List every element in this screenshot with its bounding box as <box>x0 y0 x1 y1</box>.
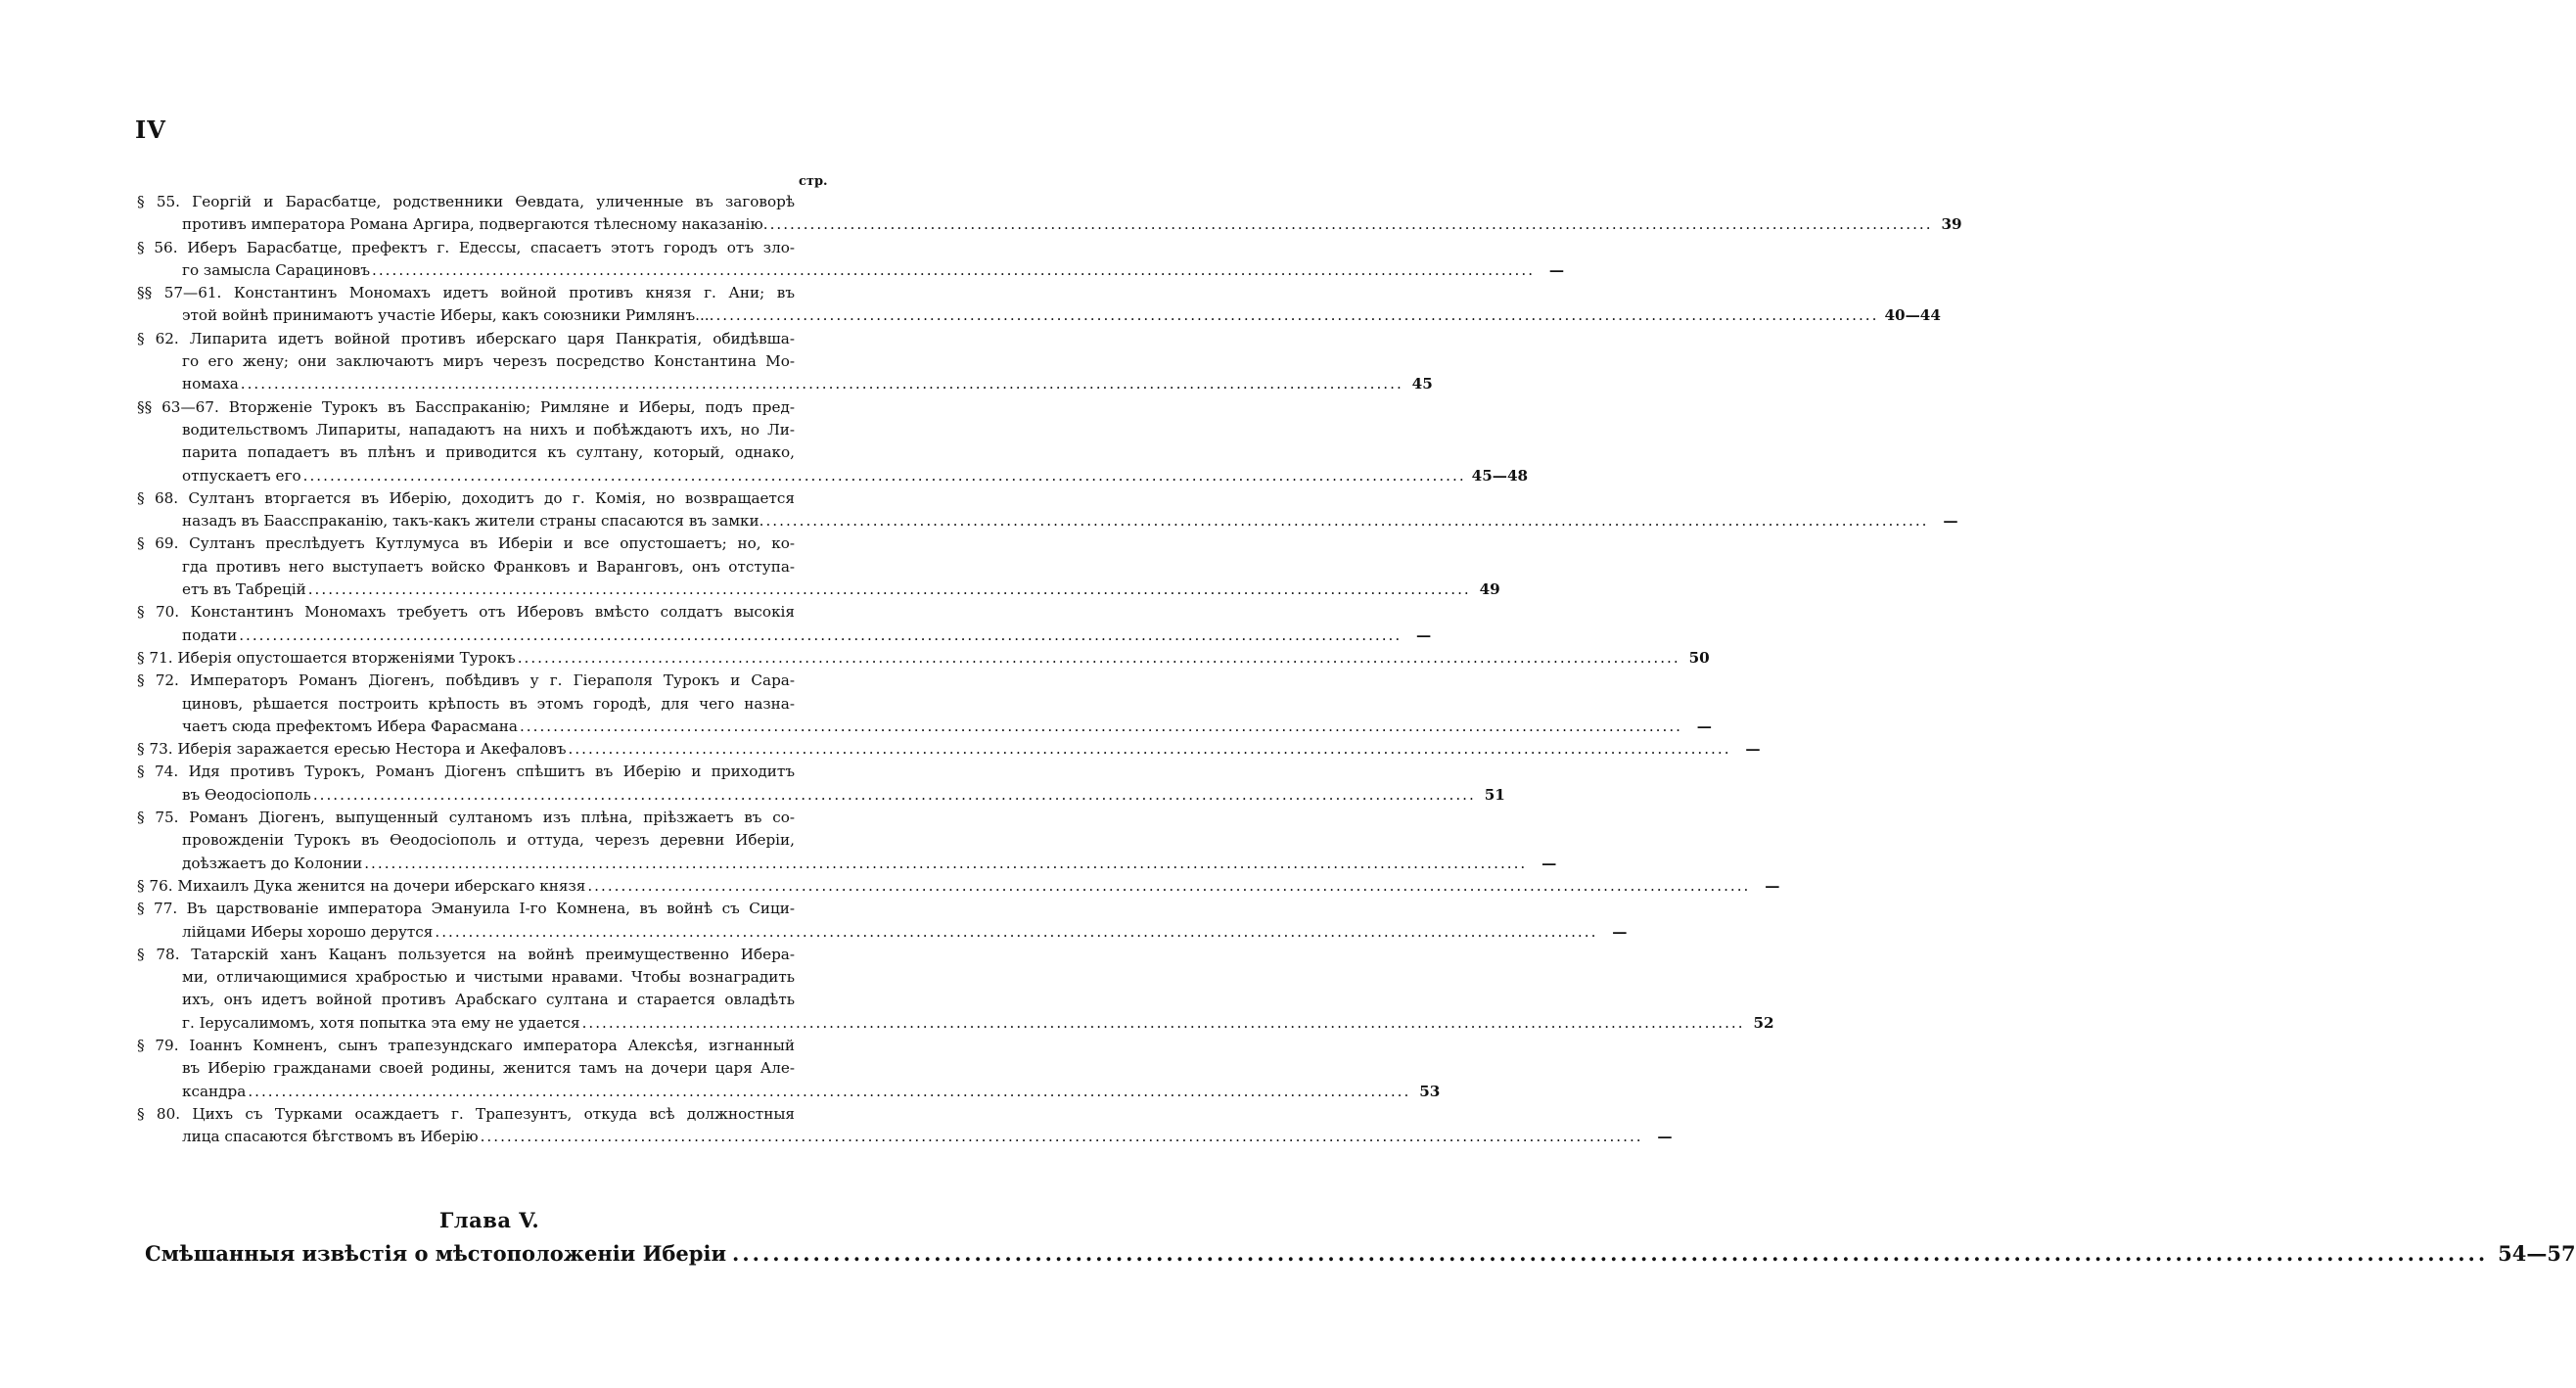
toc-page-ref: — <box>1548 260 1565 279</box>
leader-dots <box>582 1012 1745 1035</box>
toc-line-text: этой войнѣ принимаютъ участіе Иберы, какъ союзники Римлянъ.... <box>182 306 714 325</box>
toc-entry <box>137 761 1505 807</box>
toc-entry <box>137 647 1710 670</box>
toc-line-text: §§ 57—61. Константинъ Мономахъ идетъ войной противъ князя г. Ани; въ <box>137 284 795 302</box>
toc-line <box>137 829 834 852</box>
toc-line-text: § 76. Михаилъ Дука женится на дочери иберскаго князя <box>137 876 586 895</box>
toc-line <box>137 350 834 373</box>
toc-line <box>137 304 1941 327</box>
leader-dots <box>481 1126 1643 1148</box>
toc-line <box>137 373 1433 395</box>
toc-line-text: § 71. Иберія опустошается вторженіями Турокъ <box>137 648 516 667</box>
toc-entry <box>137 875 1780 898</box>
leader-dots <box>587 875 1750 898</box>
page-column-header: стр. <box>799 174 828 189</box>
chapter-pages: 54—57 <box>2498 1241 2576 1266</box>
toc-line <box>137 532 834 555</box>
toc-line <box>137 1081 1441 1103</box>
toc-line <box>137 487 834 510</box>
toc-page-ref: 39 <box>1941 215 1962 234</box>
toc-entry <box>137 532 1500 601</box>
toc-entry <box>137 487 1958 533</box>
toc-line <box>137 441 834 464</box>
toc-entry <box>137 237 1565 283</box>
toc-line <box>137 465 1529 487</box>
toc-line-text: го его жену; они заключаютъ миръ черезъ посредство Константина Мо- <box>182 352 795 371</box>
leader-dots <box>239 625 1402 647</box>
leader-dots <box>241 373 1403 395</box>
leader-dots <box>569 738 1731 761</box>
toc-entry <box>137 738 1761 761</box>
leader-dots <box>303 465 1466 487</box>
toc-line <box>137 191 834 213</box>
toc-entry <box>137 601 1432 647</box>
toc-line <box>137 989 834 1011</box>
toc-line-text: § 74. Идя противъ Турокъ, Романъ Діогенъ спѣшитъ въ Иберію и приходитъ <box>137 763 795 781</box>
toc-line-text: § 79. Іоаннъ Комненъ, сынъ трапезундскаго императора Алексѣя, изгнанный <box>137 1036 795 1054</box>
leader-dots <box>732 1241 2488 1266</box>
toc-entry <box>137 898 1628 944</box>
toc-page-ref: — <box>1696 717 1712 735</box>
toc-line <box>137 921 1628 944</box>
toc-line <box>137 259 1565 282</box>
toc-line <box>137 807 834 829</box>
toc-page-ref: — <box>1612 922 1628 941</box>
toc-line-text: § 80. Цихъ съ Турками осаждаетъ г. Трапезунтъ, откуда всѣ должностныя <box>137 1104 795 1123</box>
toc-line-text: гда противъ него выступаетъ войско Франковъ и Варанговъ, онъ отступа- <box>182 557 795 576</box>
toc-page-ref: — <box>1416 625 1432 644</box>
toc-line-text: циновъ, рѣшается построить крѣпость въ этомъ городѣ, для чего назна- <box>182 694 795 713</box>
toc-entry <box>137 396 1529 487</box>
toc-line <box>137 237 834 259</box>
toc-line <box>137 738 1761 761</box>
toc-line <box>137 396 834 419</box>
leader-dots <box>765 510 1928 532</box>
toc-page-ref: — <box>1657 1128 1673 1146</box>
toc-entry <box>137 191 1962 237</box>
toc-page-ref: — <box>1765 876 1780 895</box>
toc-line <box>137 282 834 304</box>
toc-entry <box>137 1103 1673 1149</box>
toc-line-text: етъ въ Табрецій <box>182 580 306 599</box>
toc-line <box>137 578 1500 601</box>
toc-page-ref: 50 <box>1688 648 1710 667</box>
toc-entry <box>137 282 1941 328</box>
toc-page-ref: 40—44 <box>1884 306 1941 325</box>
toc-line-text: § 73. Иберія заражается ересью Нестора и Акефаловъ <box>137 740 567 759</box>
toc-page-ref: — <box>1745 740 1761 759</box>
toc-page-ref: 51 <box>1484 785 1505 804</box>
toc-line-text: § 69. Султанъ преслѣдуетъ Кутлумуса въ Иберіи и все опустошаетъ; но, ко- <box>137 534 795 553</box>
toc-line <box>137 693 834 716</box>
toc-line <box>137 898 834 920</box>
toc-line <box>137 1012 1774 1035</box>
toc-line <box>137 716 1712 738</box>
toc-line-text: ксандра <box>182 1082 247 1100</box>
toc-line-text: противъ императора Романа Аргира, подвергаются тѣлесному наказанію. <box>182 215 768 234</box>
toc-line-text: § 68. Султанъ вторгается въ Иберію, доходитъ до г. Комія, но возвращается <box>137 488 795 507</box>
toc-page-ref: 45—48 <box>1471 466 1529 485</box>
toc-entry <box>137 807 1557 875</box>
toc-line <box>137 966 834 989</box>
toc-line-text: § 70. Константинъ Мономахъ требуетъ отъ Иберовъ вмѣсто солдатъ высокія <box>137 603 795 622</box>
leader-dots <box>520 716 1682 738</box>
toc-line-text: въ Ѳеодосіополь <box>182 785 311 804</box>
page-number: IV <box>135 116 166 144</box>
toc-page-ref: 52 <box>1753 1013 1774 1032</box>
toc-line-text: §§ 63—67. Вторженіе Турокъ въ Басспраканію; Римляне и Иберы, подъ пред- <box>137 397 795 416</box>
toc-line-text: лица спасаются бѣгствомъ въ Иберію <box>182 1128 479 1146</box>
toc-line-text: г. Іерусалимомъ, хотя попытка эта ему не удается <box>182 1013 580 1032</box>
toc-line-text: парита попадаетъ въ плѣнъ и приводится къ султану, который, однако, <box>182 443 795 462</box>
toc-line <box>137 875 1780 898</box>
toc-line-text: отпускаетъ его <box>182 466 301 485</box>
toc-entry <box>137 944 1774 1035</box>
toc-line <box>137 784 1505 807</box>
leader-dots <box>770 213 1933 236</box>
toc-line-text: § 72. Императоръ Романъ Діогенъ, побѣдивъ у г. Гіераполя Турокъ и Сара- <box>137 671 795 690</box>
toc-line <box>137 328 834 350</box>
toc-entry <box>137 670 1712 738</box>
toc-line-text: § 56. Иберъ Барасбатце, префектъ г. Едессы, спасаетъ этотъ городъ отъ зло- <box>137 238 795 256</box>
toc-line-text: лійцами Иберы хорошо дерутся <box>182 922 434 941</box>
toc-line <box>137 1103 834 1126</box>
toc-line <box>137 625 1432 647</box>
toc-line-text: ми, отличающимися храбростью и чистыми нравами. Чтобы вознаградить <box>182 968 795 987</box>
toc-line-text: провожденіи Турокъ въ Ѳеодосіополь и оттуда, черезъ деревни Иберіи, <box>182 831 795 850</box>
toc-page-ref: 45 <box>1411 375 1433 393</box>
chapter-heading: Глава V. <box>438 1208 540 1232</box>
leader-dots <box>248 1081 1410 1103</box>
toc-line <box>137 1035 834 1057</box>
leader-dots <box>715 304 1878 327</box>
toc-line <box>137 1126 1673 1148</box>
toc-line-text: чаетъ сюда префектомъ Ибера Фарасмана <box>182 717 518 735</box>
leader-dots <box>435 921 1597 944</box>
toc-line-text: го замысла Сарациновъ <box>182 260 371 279</box>
toc-line-text: номаха <box>182 375 239 393</box>
toc-page-ref: — <box>1943 512 1958 531</box>
toc-line-text: подати <box>182 625 238 644</box>
toc-line <box>137 213 1962 236</box>
toc-entry <box>137 328 1433 396</box>
toc-entry <box>137 1035 1441 1103</box>
toc-line <box>137 1057 834 1080</box>
toc-line <box>137 419 834 441</box>
chapter-entry <box>145 1241 2576 1266</box>
toc-line <box>137 510 1958 532</box>
toc-line <box>137 944 834 966</box>
toc-line-text: § 75. Романъ Діогенъ, выпущенный султаномъ изъ плѣна, пріѣзжаетъ въ со- <box>137 809 795 827</box>
toc-line <box>137 853 1557 875</box>
toc-line-text: доѣзжаетъ до Колонии <box>182 854 363 872</box>
toc-line-text: въ Иберію гражданами своей родины, женится тамъ на дочери царя Але- <box>182 1059 795 1078</box>
toc-line-text: назадъ въ Баасспраканію, такъ-какъ жители страны спасаются въ замки. <box>182 512 764 531</box>
table-of-contents <box>137 191 1962 1148</box>
toc-line-text: § 62. Липарита идетъ войной противъ иберскаго царя Панкратія, обидѣвша- <box>137 329 795 347</box>
leader-dots <box>372 259 1535 282</box>
chapter-title: Смѣшанныя извѣстія о мѣстоположеніи Иберіи <box>145 1241 727 1266</box>
toc-line-text: водительствомъ Липариты, нападаютъ на нихъ и побѣждаютъ ихъ, но Ли- <box>182 420 795 439</box>
leader-dots <box>518 647 1680 670</box>
toc-page-ref: — <box>1541 854 1557 872</box>
leader-dots <box>364 853 1527 875</box>
toc-line <box>137 556 834 578</box>
leader-dots <box>313 784 1476 807</box>
toc-line <box>137 670 834 692</box>
toc-line-text: § 78. Татарскій ханъ Кацанъ пользуется на войнѣ преимущественно Ибера- <box>137 945 795 963</box>
toc-line-text: ихъ, онъ идетъ войной противъ Арабскаго султана и старается овладѣть <box>182 991 795 1009</box>
toc-line-text: § 55. Георгій и Барасбатце, родственники Ѳевдата, уличенные въ заговорѣ <box>137 193 795 210</box>
leader-dots <box>308 578 1471 601</box>
toc-line <box>137 761 834 783</box>
toc-page-ref: 49 <box>1479 580 1500 599</box>
toc-line-text: § 77. Въ царствованіе императора Эмануила I-го Комнена, въ войнѣ съ Сици- <box>137 900 795 918</box>
toc-line <box>137 601 834 624</box>
toc-line <box>137 647 1710 670</box>
toc-page-ref: 53 <box>1419 1082 1441 1100</box>
